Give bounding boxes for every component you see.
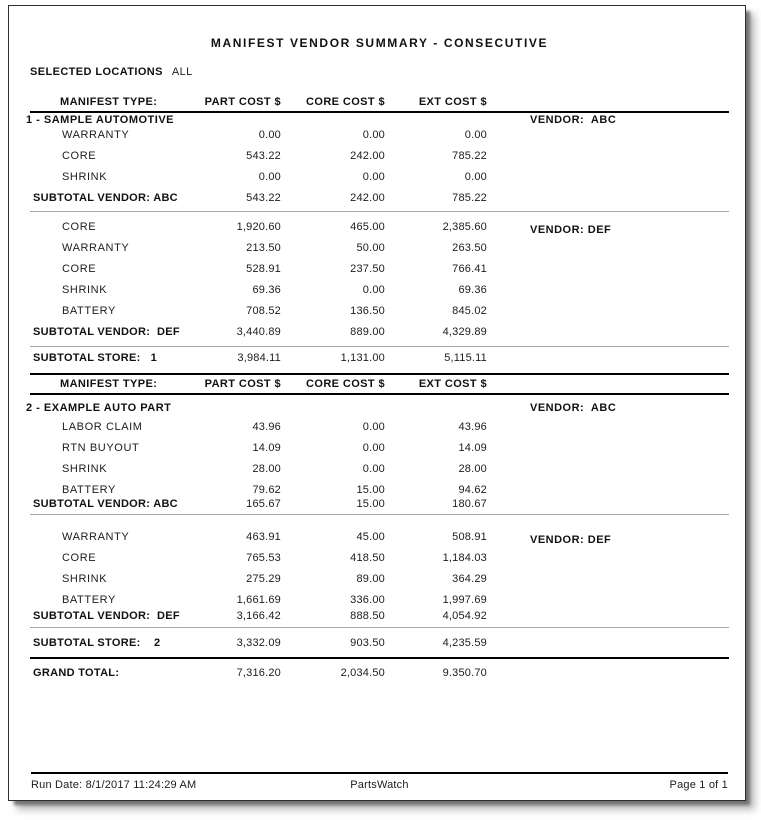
report-content	[9, 6, 745, 680]
table-row	[30, 442, 729, 455]
ext-cost-cell: 508.91	[452, 531, 487, 543]
run-date: Run Date: 8/1/2017 11:24:29 AM	[31, 779, 197, 791]
ext-cost-cell: 845.02	[452, 305, 487, 317]
manifest-type-cell: CORE	[62, 552, 97, 564]
table-row	[30, 531, 729, 544]
table-row	[30, 552, 729, 565]
part-cost-cell: 765.53	[246, 552, 281, 564]
ext-cost-header: EXT COST $	[418, 378, 487, 390]
store-2-title-row	[26, 402, 729, 415]
store-1-title: 1 - SAMPLE AUTOMOTIVE	[26, 114, 175, 126]
part-cost-cell: 43.96	[252, 421, 281, 433]
table-row	[30, 221, 729, 234]
core-cost-header: CORE COST $	[306, 378, 385, 390]
store-subtotal-rule	[30, 346, 729, 347]
table-row	[30, 573, 729, 586]
ext-cost-cell: 4,329.89	[442, 326, 487, 338]
part-cost-cell: 69.36	[252, 284, 281, 296]
selected-locations-row	[30, 66, 729, 78]
store-1-vendor-abc-label: VENDOR: ABC	[530, 114, 617, 126]
part-cost-cell: 213.50	[246, 242, 281, 254]
subtotal-vendor-label: SUBTOTAL VENDOR: ABC	[33, 498, 178, 510]
ext-cost-cell: 1,997.69	[442, 594, 487, 606]
table-row	[30, 129, 729, 142]
part-cost-cell: 3,332.09	[236, 637, 281, 649]
subtotal-vendor-row	[30, 498, 729, 511]
table-row	[30, 594, 729, 607]
app-name: PartsWatch	[350, 779, 409, 791]
manifest-type-cell: CORE	[62, 263, 97, 275]
report-title: MANIFEST VENDOR SUMMARY - CONSECUTIVE	[210, 36, 549, 50]
subtotal-store-row	[30, 352, 729, 365]
table-row	[30, 421, 729, 434]
part-cost-cell: 165.67	[246, 498, 281, 510]
table-row	[30, 150, 729, 163]
store-subtotal-rule	[30, 627, 729, 628]
store-2-title: 2 - EXAMPLE AUTO PART	[26, 402, 172, 414]
core-cost-cell: 242.00	[350, 192, 385, 204]
footer-rule	[31, 772, 728, 774]
core-cost-cell: 336.00	[350, 594, 385, 606]
vendor-separator-rule	[30, 211, 729, 212]
manifest-type-cell: WARRANTY	[62, 242, 130, 254]
manifest-type-cell: SHRINK	[62, 573, 108, 585]
manifest-type-cell: SHRINK	[62, 463, 108, 475]
core-cost-cell: 242.00	[350, 150, 385, 162]
page-number: Page 1 of 1	[669, 779, 728, 791]
report-page	[8, 5, 746, 801]
part-cost-cell: 7,316.20	[236, 667, 281, 679]
ext-cost-cell: 263.50	[452, 242, 487, 254]
subtotal-store-row	[30, 637, 729, 650]
subtotal-vendor-row	[30, 326, 729, 339]
part-cost-cell: 275.29	[246, 573, 281, 585]
part-cost-cell: 463.91	[246, 531, 281, 543]
subtotal-store-label: SUBTOTAL STORE: 2	[33, 637, 161, 649]
report-footer	[31, 772, 728, 791]
vendor-block-def	[30, 221, 729, 339]
table-row	[30, 242, 729, 255]
core-cost-cell: 237.50	[350, 263, 385, 275]
core-cost-cell: 889.00	[350, 326, 385, 338]
subtotal-vendor-label: SUBTOTAL VENDOR: DEF	[33, 326, 180, 338]
part-cost-header: PART COST $	[204, 378, 281, 390]
manifest-type-cell: LABOR CLAIM	[62, 421, 143, 433]
core-cost-cell: 2,034.50	[340, 667, 385, 679]
part-cost-cell: 3,166.42	[236, 610, 281, 622]
store-1-title-row	[26, 114, 729, 127]
part-cost-cell: 543.22	[246, 192, 281, 204]
part-cost-cell: 1,920.60	[236, 221, 281, 233]
ext-cost-cell: 1,184.03	[442, 552, 487, 564]
store-2-vendor-def-label: VENDOR: DEF	[530, 534, 612, 546]
ext-cost-cell: 94.62	[458, 484, 487, 496]
subtotal-vendor-row	[30, 610, 729, 623]
manifest-type-cell: CORE	[62, 221, 97, 233]
vendor-block-def	[30, 531, 729, 623]
column-header-row	[30, 96, 729, 109]
store-1-vendor-def-label: VENDOR: DEF	[530, 224, 612, 236]
table-row	[30, 484, 729, 497]
table-row	[30, 284, 729, 297]
column-header-row	[30, 378, 729, 391]
part-cost-cell: 28.00	[252, 463, 281, 475]
grand-total-row	[30, 667, 729, 680]
header-rule	[30, 111, 729, 113]
ext-cost-cell: 5,115.11	[444, 352, 487, 364]
core-cost-cell: 1,131.00	[340, 352, 385, 364]
manifest-type-cell: WARRANTY	[62, 129, 130, 141]
core-cost-cell: 89.00	[356, 573, 385, 585]
ext-cost-cell: 69.36	[458, 284, 487, 296]
part-cost-cell: 0.00	[258, 129, 281, 141]
table-row	[30, 171, 729, 184]
manifest-type-cell: BATTERY	[62, 594, 116, 606]
core-cost-cell: 50.00	[356, 242, 385, 254]
core-cost-cell: 136.50	[350, 305, 385, 317]
ext-cost-cell: 4,235.59	[442, 637, 487, 649]
core-cost-cell: 0.00	[362, 463, 385, 475]
ext-cost-cell: 4,054.92	[442, 610, 487, 622]
core-cost-cell: 0.00	[362, 171, 385, 183]
part-cost-cell: 3,984.11	[237, 352, 281, 364]
part-cost-header: PART COST $	[204, 96, 281, 108]
ext-cost-cell: 785.22	[452, 150, 487, 162]
part-cost-cell: 0.00	[258, 171, 281, 183]
part-cost-cell: 3,440.89	[236, 326, 281, 338]
manifest-type-cell: WARRANTY	[62, 531, 130, 543]
manifest-type-header: MANIFEST TYPE:	[60, 96, 158, 108]
ext-cost-cell: 14.09	[458, 442, 487, 454]
table-row	[30, 305, 729, 318]
manifest-type-cell: SHRINK	[62, 284, 108, 296]
core-cost-cell: 888.50	[350, 610, 385, 622]
ext-cost-cell: 0.00	[464, 129, 487, 141]
subtotal-store-label: SUBTOTAL STORE: 1	[33, 352, 158, 364]
manifest-type-cell: RTN BUYOUT	[62, 442, 140, 454]
header-rule	[30, 393, 729, 395]
core-cost-cell: 15.00	[356, 498, 385, 510]
part-cost-cell: 528.91	[246, 263, 281, 275]
ext-cost-cell: 766.41	[452, 263, 487, 275]
ext-cost-cell: 180.67	[452, 498, 487, 510]
core-cost-cell: 418.50	[350, 552, 385, 564]
store-2-vendor-abc-label: VENDOR: ABC	[530, 402, 617, 414]
grand-total-rule	[30, 657, 729, 659]
core-cost-cell: 903.50	[350, 637, 385, 649]
part-cost-cell: 543.22	[246, 150, 281, 162]
store-end-rule	[30, 373, 729, 375]
table-row	[30, 463, 729, 476]
table-row	[30, 263, 729, 276]
subtotal-vendor-label: SUBTOTAL VENDOR: DEF	[33, 610, 180, 622]
ext-cost-header: EXT COST $	[418, 96, 487, 108]
subtotal-vendor-label: SUBTOTAL VENDOR: ABC	[33, 192, 178, 204]
grand-total-label: GRAND TOTAL:	[33, 667, 120, 679]
ext-cost-cell: 9.350.70	[442, 667, 487, 679]
ext-cost-cell: 43.96	[458, 421, 487, 433]
manifest-type-cell: BATTERY	[62, 305, 116, 317]
manifest-type-cell: BATTERY	[62, 484, 116, 496]
ext-cost-cell: 2,385.60	[442, 221, 487, 233]
core-cost-cell: 0.00	[362, 442, 385, 454]
footer-row	[31, 779, 728, 791]
core-cost-cell: 465.00	[350, 221, 385, 233]
selected-locations-value: ALL	[171, 66, 193, 78]
ext-cost-cell: 0.00	[464, 171, 487, 183]
core-cost-cell: 0.00	[362, 421, 385, 433]
ext-cost-cell: 785.22	[452, 192, 487, 204]
core-cost-cell: 15.00	[356, 484, 385, 496]
core-cost-cell: 45.00	[356, 531, 385, 543]
ext-cost-cell: 364.29	[452, 573, 487, 585]
part-cost-cell: 1,661.69	[236, 594, 281, 606]
vendor-separator-rule	[30, 514, 729, 515]
part-cost-cell: 14.09	[252, 442, 281, 454]
manifest-type-header: MANIFEST TYPE:	[60, 378, 158, 390]
part-cost-cell: 79.62	[252, 484, 281, 496]
ext-cost-cell: 28.00	[458, 463, 487, 475]
manifest-type-cell: SHRINK	[62, 171, 108, 183]
selected-locations-label: SELECTED LOCATIONS	[30, 66, 163, 78]
core-cost-header: CORE COST $	[306, 96, 385, 108]
manifest-type-cell: CORE	[62, 150, 97, 162]
part-cost-cell: 708.52	[246, 305, 281, 317]
subtotal-vendor-row	[30, 192, 729, 205]
core-cost-cell: 0.00	[362, 284, 385, 296]
core-cost-cell: 0.00	[362, 129, 385, 141]
